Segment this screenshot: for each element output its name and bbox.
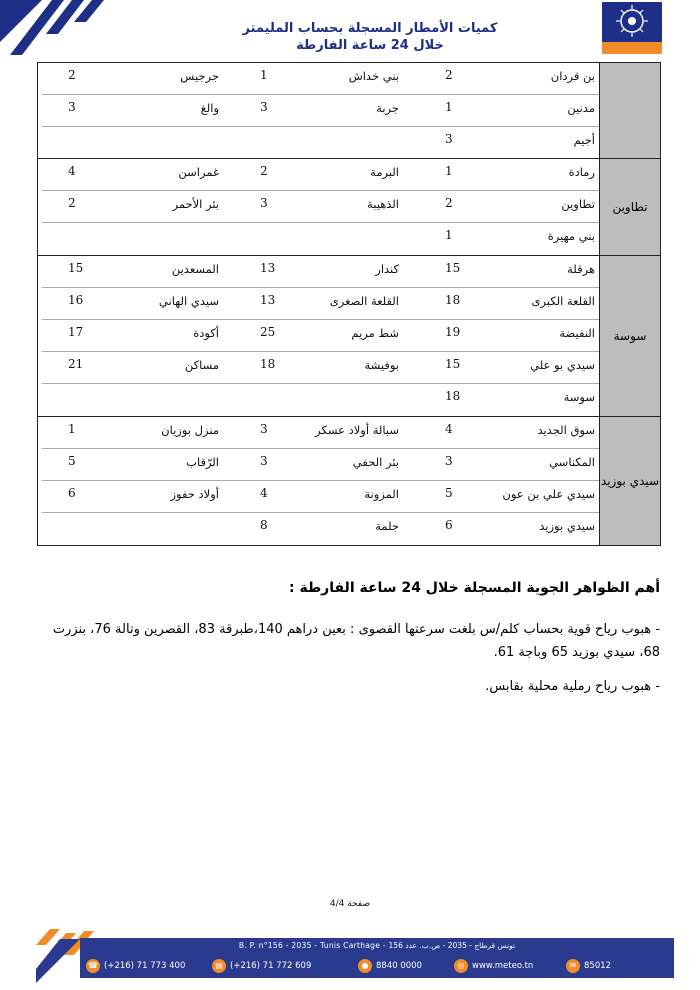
toll-free-number: 8840 0000 [376, 961, 422, 971]
table-row [38, 127, 599, 159]
rain-value: 1 [68, 422, 76, 436]
rainfall-table [37, 62, 661, 546]
station-name: جرجيس [180, 69, 219, 83]
sms-icon: ✉ [566, 959, 580, 973]
sms-contact [566, 959, 611, 973]
table-row [38, 256, 599, 288]
rain-value: 15 [445, 357, 461, 371]
station-name: جربة [376, 101, 399, 115]
table-row [38, 352, 599, 384]
fax-icon: ▤ [212, 959, 226, 973]
station-name: مدنين [567, 101, 595, 115]
station-name: بئر الحفي [352, 455, 399, 469]
rain-value: 16 [68, 293, 84, 307]
toll-free-contact [358, 959, 422, 973]
station-name: بن قردان [550, 69, 595, 83]
table-row [38, 223, 599, 255]
corner-stripes-decoration [0, 0, 110, 60]
rain-value: 15 [68, 261, 84, 275]
region-name: سوسة [599, 256, 660, 416]
region-name [599, 63, 660, 158]
phenomena-item: - هبوب رياح قوية بحساب كلم/س بلغت سرعتها القصوى : بعين دراهم 140،طبرقة 83، القصرين وتالة 76، بنزرت 68، سيدي بوزيد 65 وباجة 61. [52, 622, 660, 660]
station-name: الرّقاب [186, 455, 219, 469]
station-name: النفيضة [559, 326, 595, 340]
station-name: رمادة [568, 165, 595, 179]
rain-value: 8 [260, 518, 268, 532]
phenomena-item: - هبوب رياح رملية محلية بقابس. [485, 679, 660, 694]
station-name: سيدي بو علي [530, 358, 595, 372]
rain-value: 6 [445, 518, 453, 532]
rain-value: 13 [260, 293, 276, 307]
rain-value: 3 [260, 100, 268, 114]
table-row [38, 320, 599, 352]
station-name: مساكن [184, 358, 219, 372]
station-name: هرقلة [567, 262, 595, 276]
fax-number: (+216) 71 772 609 [230, 961, 312, 971]
station-name: سيدي بوزيد [539, 519, 595, 533]
station-name: بني خداش [348, 69, 399, 83]
footer-contact-bar [80, 938, 674, 978]
station-name: غمراسن [178, 165, 219, 179]
rain-value: 4 [445, 422, 453, 436]
region-name: تطاوين [599, 159, 660, 255]
table-row [38, 288, 599, 320]
rain-value: 3 [260, 454, 268, 468]
table-row [38, 513, 599, 545]
station-name: البرمة [370, 165, 399, 179]
rain-value: 2 [68, 68, 76, 82]
station-name: تطاوين [561, 197, 595, 211]
station-name: منزل بوزيان [161, 423, 219, 437]
region-name: سيدي بوزيد [599, 417, 660, 545]
rain-value: 15 [445, 261, 461, 275]
rain-value: 5 [445, 486, 453, 500]
station-name: أولاد حفوز [170, 487, 219, 501]
station-name: والغ [200, 101, 219, 115]
station-name: المكناسي [549, 455, 595, 469]
fax-contact [212, 959, 311, 973]
rain-value: 19 [445, 325, 461, 339]
postal-address: B. P. n°156 - 2035 - Tunis Carthage - تونس قرطاج - 2035 - ص.ب. عدد 156 [238, 941, 516, 950]
rain-value: 4 [68, 164, 76, 178]
website-link[interactable]: www.meteo.tn [472, 961, 534, 971]
rain-value: 2 [68, 196, 76, 210]
page-number: صفحة 4/4 [329, 899, 371, 909]
rain-value: 1 [445, 164, 453, 178]
station-name: القلعة الصغرى [329, 294, 399, 308]
rain-value: 3 [260, 196, 268, 210]
station-name: الذهيبة [367, 197, 399, 211]
globe-icon: ◎ [454, 959, 468, 973]
toll-free-icon: ● [358, 959, 372, 973]
table-row [38, 481, 599, 513]
phenomena-title: أهم الظواهر الجوية المسجلة خلال 24 ساعة الفارطة : [289, 580, 660, 596]
station-name: المزونة [364, 487, 399, 501]
station-name: سيدي الهاني [158, 294, 219, 308]
rain-value: 13 [260, 261, 276, 275]
sms-number: 85012 [584, 961, 612, 971]
website-contact[interactable] [454, 959, 533, 973]
station-name: سبالة أولاد عسكر [315, 423, 399, 437]
station-name: بوفيشة [364, 358, 399, 372]
rain-value: 2 [260, 164, 268, 178]
rain-value: 21 [68, 357, 84, 371]
region-block [38, 63, 660, 159]
station-name: سيدي علي بن عون [502, 487, 595, 501]
rain-value: 2 [445, 196, 453, 210]
table-row [38, 384, 599, 416]
title-line-1: كميات الأمطار المسجلة بحساب المليمتر [242, 21, 498, 36]
table-row [38, 449, 599, 481]
title-line-2: خلال 24 ساعة الفارطة [296, 38, 444, 53]
table-row [38, 191, 599, 223]
rain-value: 17 [68, 325, 84, 339]
rain-value: 1 [445, 100, 453, 114]
station-name: أكودة [193, 326, 219, 340]
rain-value: 25 [260, 325, 276, 339]
station-name: جلمة [375, 519, 399, 533]
phone-number: (+216) 71 773 400 [104, 961, 186, 971]
document-title [150, 20, 590, 54]
table-row [38, 417, 599, 449]
rain-value: 2 [445, 68, 453, 82]
station-name: المسعدين [171, 262, 219, 276]
institute-logo [602, 2, 662, 54]
region-block [38, 417, 660, 545]
table-row [38, 95, 599, 127]
station-name: بئر الأحمر [172, 197, 219, 211]
rain-value: 4 [260, 486, 268, 500]
rain-value: 3 [445, 454, 453, 468]
rain-value: 3 [445, 132, 453, 146]
station-name: سوق الجديد [537, 423, 595, 437]
station-name: بني مهيرة [547, 229, 595, 243]
table-row [38, 63, 599, 95]
station-name: سوسة [563, 390, 595, 404]
footer-contacts [80, 956, 674, 976]
rain-value: 6 [68, 486, 76, 500]
station-name: أجيم [573, 133, 595, 147]
station-name: شط مريم [351, 326, 399, 340]
region-block [38, 256, 660, 417]
rain-value: 1 [260, 68, 268, 82]
rain-value: 18 [445, 389, 461, 403]
phone-contact [86, 959, 185, 973]
station-name: كندار [375, 262, 399, 276]
phone-icon: ☎ [86, 959, 100, 973]
rain-value: 1 [445, 228, 453, 242]
rain-value: 3 [260, 422, 268, 436]
region-block [38, 159, 660, 256]
rain-value: 18 [445, 293, 461, 307]
rain-value: 5 [68, 454, 76, 468]
rain-value: 18 [260, 357, 276, 371]
station-name: القلعة الكبرى [531, 294, 595, 308]
rain-value: 3 [68, 100, 76, 114]
table-row [38, 159, 599, 191]
